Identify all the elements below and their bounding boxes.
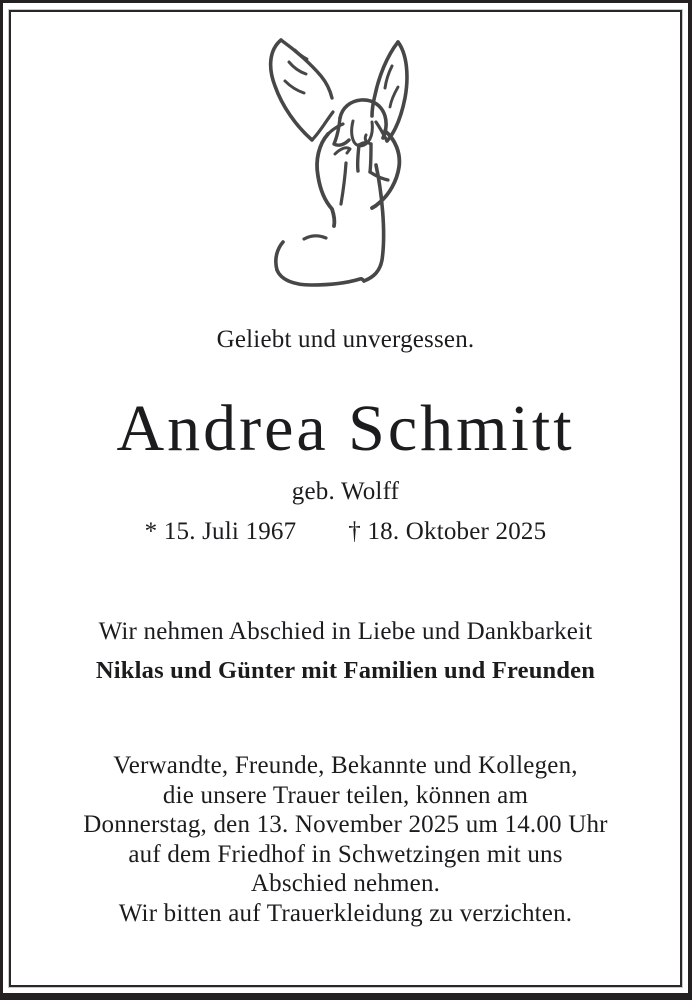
deceased-name: Andrea Schmitt — [116, 392, 575, 465]
left-wing — [271, 40, 333, 140]
death-date: † 18. Oktober 2025 — [348, 518, 547, 545]
right-wing — [372, 42, 407, 141]
life-dates — [3, 519, 688, 544]
tagline: Geliebt und unvergessen. — [216, 326, 475, 353]
angel-illustration-icon — [239, 23, 459, 303]
maiden-name: geb. Wolff — [291, 478, 400, 505]
funeral-details-line: Donnerstag, den 13. November 2025 um 14.00 Uhr — [83, 811, 608, 838]
funeral-details-line: Verwandte, Freunde, Bekannte und Kollegen, — [113, 752, 578, 779]
birth-date: * 15. Juli 1967 — [144, 518, 297, 545]
funeral-details-line: Wir bitten auf Trauerkleidung zu verzichten. — [118, 899, 573, 927]
funeral-details-line: die unsere Trauer teilen, können am — [162, 781, 529, 809]
mourners-line: Niklas und Günter mit Familien und Freunden — [95, 657, 596, 684]
funeral-details-line: Abschied nehmen. — [250, 870, 441, 897]
funeral-details — [3, 751, 688, 928]
angel-robe — [276, 163, 384, 285]
funeral-details-line: auf dem Friedhof in Schwetzingen mit uns — [128, 840, 563, 868]
farewell-line: Wir nehmen Abschied in Liebe und Dankbarkeit — [98, 618, 593, 645]
